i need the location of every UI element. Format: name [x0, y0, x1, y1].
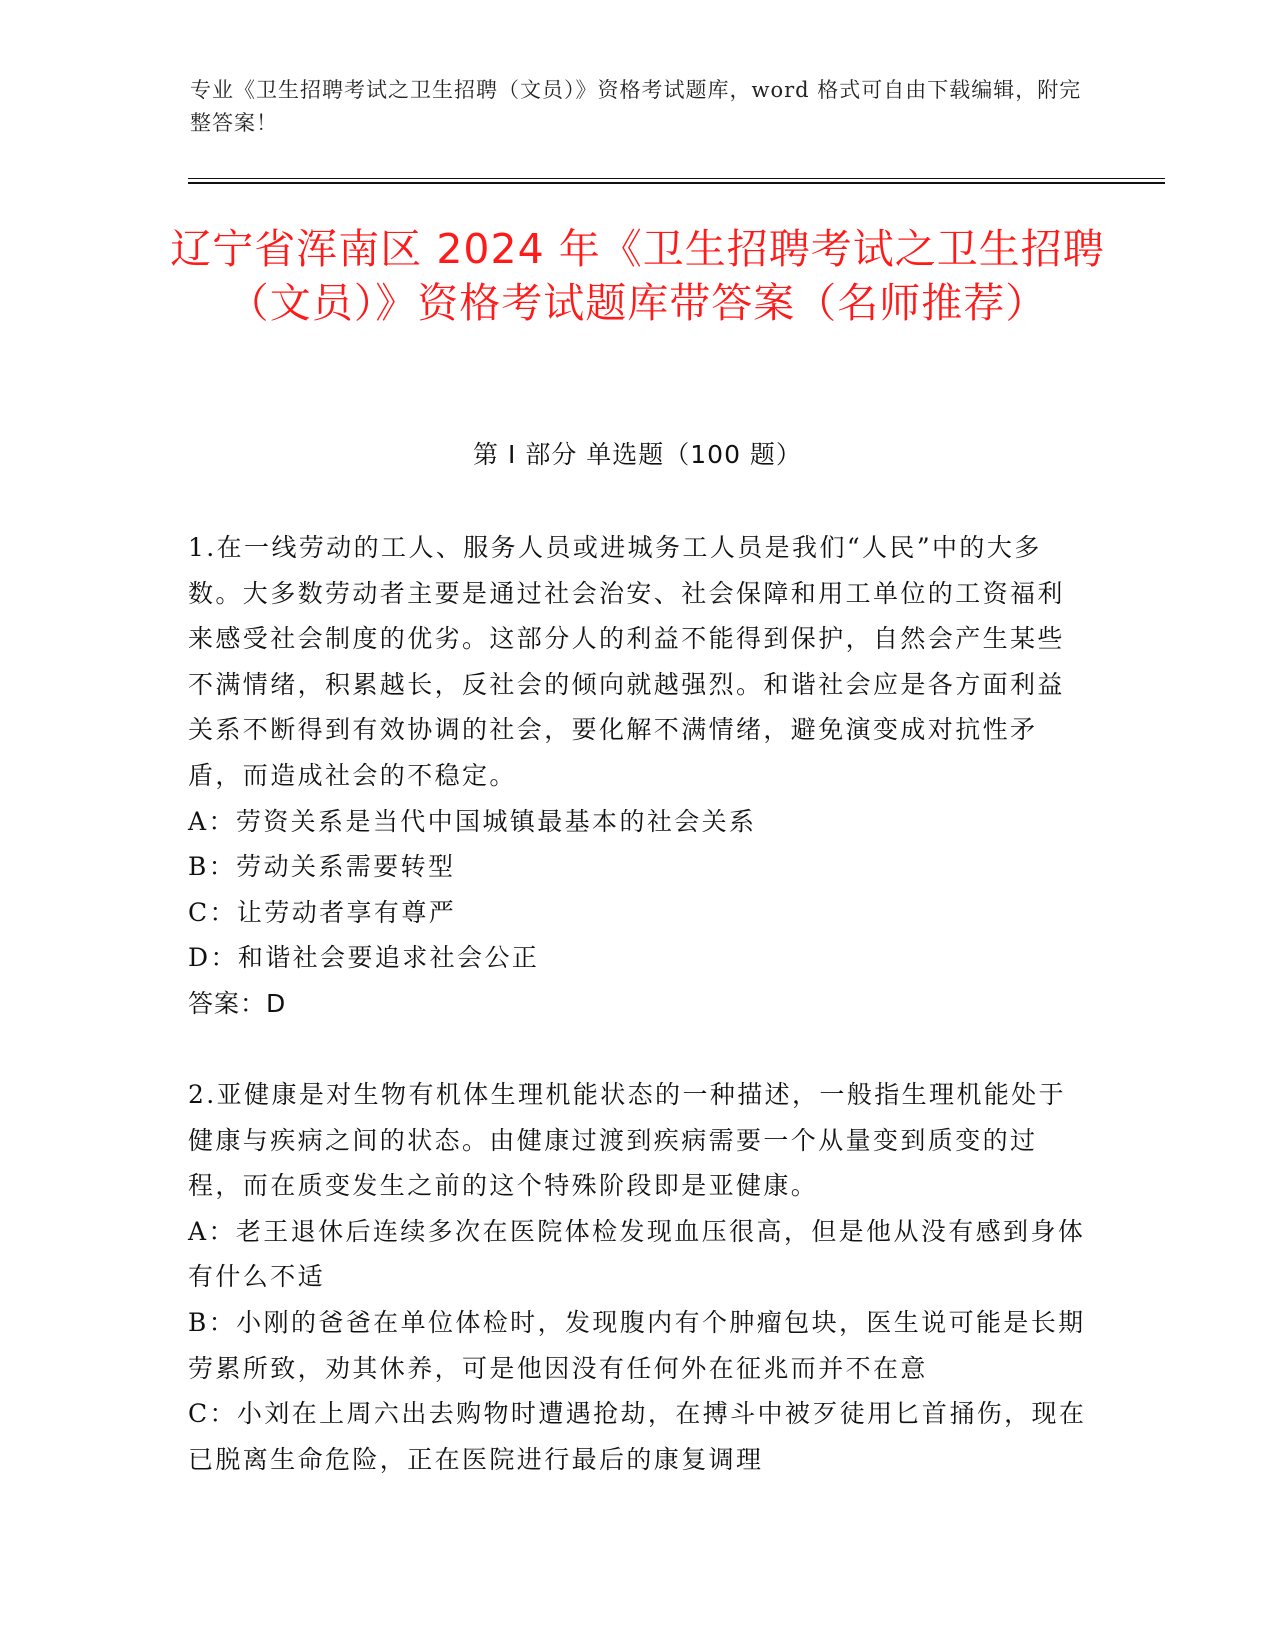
option-c: C：让劳动者享有尊严 [188, 897, 457, 927]
question-text: 2.亚健康是对生物有机体生理机能状态的一种描述，一般指生理机能处于健康与疾病之间的状态。由健康过渡到疾病需要一个从量变到质变的过程，而在质变发生之前的这个特殊阶段即是亚健康。 [188, 1080, 1067, 1201]
option-b: B：劳动关系需要转型 [188, 852, 456, 882]
question-2 [188, 1072, 1088, 1482]
question-1 [188, 525, 1088, 1027]
section-heading: 第 I 部分 单选题（100 题） [473, 440, 802, 469]
option-c: C：小刘在上周六出去购物时遭遇抢劫，在搏斗中被歹徒用匕首捅伤，现在已脱离生命危险，正在医院进行最后的康复调理 [188, 1399, 1087, 1474]
header-note: 专业《卫生招聘考试之卫生招聘（文员）》资格考试题库，word 格式可自由下载编辑，附完整答案！ [190, 78, 1082, 135]
header-rule-thin [188, 178, 1165, 179]
document-title: 辽宁省浑南区 2024 年《卫生招聘考试之卫生招聘（文员）》资格考试题库带答案（名师推荐） [170, 225, 1105, 327]
header-rule-thick [188, 182, 1165, 184]
option-a: A：劳资关系是当代中国城镇最基本的社会关系 [188, 806, 757, 836]
question-text: 1.在一线劳动的工人、服务人员或进城务工人员是我们“人民”中的大多数。大多数劳动者主要是通过社会治安、社会保障和用工单位的工资福利来感受社会制度的优劣。这部分人的利益不能得到保护，自然会产生某些不满情绪，积累越长，反社会的倾向就越强烈。和谐社会应是各方面利益关系不断得到有效协调的社会，要化解不满情绪，避免演变成对抗性矛盾，而造成社会的不稳定。 [188, 533, 1065, 790]
option-d: D：和谐社会要追求社会公正 [188, 943, 540, 973]
answer-line: 答案：D [188, 988, 287, 1018]
option-b: B：小刚的爸爸在单位体检时，发现腹内有个肿瘤包块，医生说可能是长期劳累所致，劝其休养，可是他因没有任何外在征兆而并不在意 [188, 1307, 1086, 1383]
option-a: A：老王退休后连续多次在医院体检发现血压很高，但是他从没有感到身体有什么不适 [188, 1216, 1086, 1292]
